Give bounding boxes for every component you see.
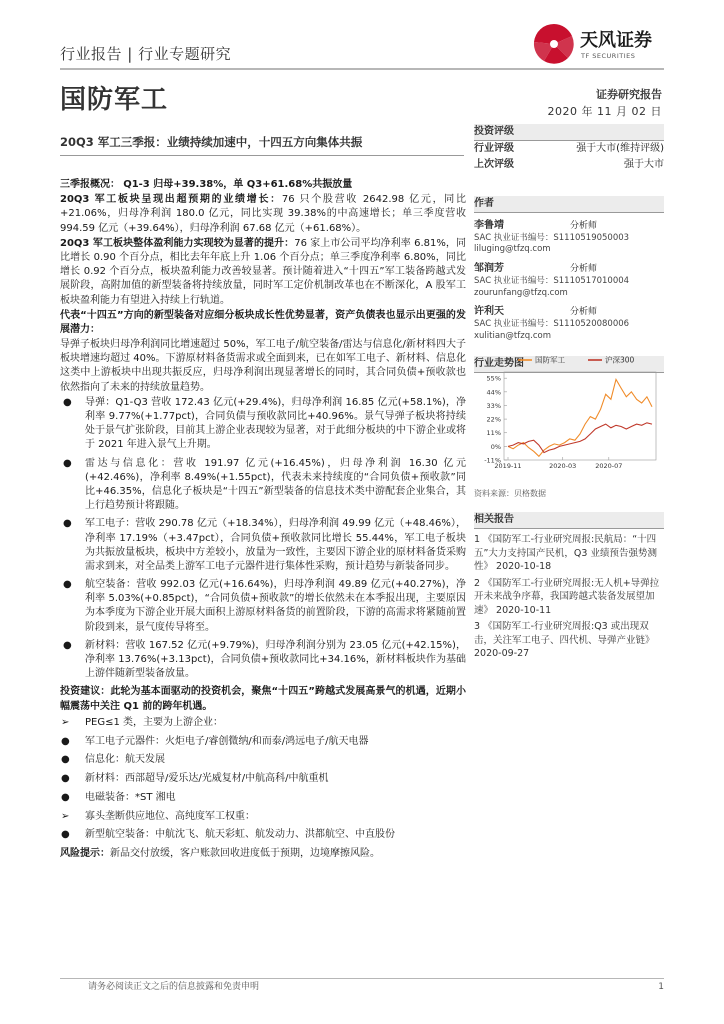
company-logo xyxy=(532,22,672,72)
y-tick-label: 11% xyxy=(486,429,501,438)
y-tick-label: 44% xyxy=(486,388,501,397)
pick-item: ● 新材料：西部超导/爱乐达/光威复材/中航高科/中航重机 xyxy=(60,772,466,786)
bullet-item: ● 新材料：营收 167.52 亿元(+9.79%)，归母净利润分别为 23.05 亿元(+42.15%)，净利率 13.76%(+3.13pct)，合同负债+预收款同比+34.16%，新材料板块作为基础上游伴随新型装备放量。 xyxy=(63,639,466,680)
y-tick-label: 33% xyxy=(486,401,501,410)
series-line xyxy=(508,379,652,456)
industry-name: 国防军工 xyxy=(60,85,169,115)
header-divider xyxy=(60,68,664,70)
bullet-item: ● 雷达与信息化：营收 191.97 亿元(+16.45%)，归母净利润 16.30 亿元(+42.46%)，净利率 8.49%(+1.55pct)，代表未来持续度的“合同负债+预收款”同比+46.35%，信息化子板块是“十四五”新型装备的信息技术类中游配套企业集合，其上行趋势预计将跟随。 xyxy=(63,457,466,512)
legend-label: 沪深300 xyxy=(605,355,635,365)
y-tick-label: -11% xyxy=(484,456,501,465)
x-tick-label: 2020-03 xyxy=(549,462,577,470)
logo-sub: TF SECURITIES xyxy=(581,52,636,60)
pick-item: ➢ PEG≤1 类，主要为上游企业： xyxy=(60,716,466,730)
risk-warning: 风险提示：新品交付放缓，客户账款回收进度低于预期，边境摩擦风险。 xyxy=(60,848,380,860)
paragraph-1: 20Q3 军工板块呈现出超预期的业绩增长：76 只个股营收 2642.98 亿元，同比+21.06%，归母净利润 180.0 亿元，同比实现 39.38%的中高速增长；单三季度营收 994.59 亿元（+39.64%），归母净利润 67.68 亿元（+61.68%）。 xyxy=(60,194,466,234)
logo-name: 天风证券 xyxy=(580,30,652,51)
y-tick-label: 22% xyxy=(486,415,501,424)
bullet-icon: ● xyxy=(63,639,72,651)
paragraph-3-heading: 代表“十四五”方向的新型装备对应细分板块成长性优势显著，资产负债表也显示出更强的发展潜力： xyxy=(60,309,466,335)
bullet-icon: ● xyxy=(61,791,70,803)
report-date: 2020 年 11 月 02 日 xyxy=(547,105,662,118)
main-content xyxy=(60,178,466,862)
chart-source: 资料来源：贝格数据 xyxy=(474,489,546,498)
industry-rating: 行业评级 强于大市(维持评级) xyxy=(474,143,664,155)
legend-label: 国防军工 xyxy=(535,355,565,365)
page-number: 1 xyxy=(658,982,664,992)
logo-mark-icon xyxy=(532,22,576,66)
sidebar xyxy=(474,124,664,373)
arrow-right-icon: ➢ xyxy=(61,716,70,728)
bullet-icon: ● xyxy=(63,518,72,530)
report-type: 证券研究报告 xyxy=(596,88,662,101)
related-reports xyxy=(474,512,664,664)
pick-item: ➢ 寡头垄断供应地位、高纯度军工权重： xyxy=(60,810,466,824)
related-report-link[interactable]: 1 《国防军工-行业研究周报:民航局：“十四五”大力支持国产民机，Q3 业绩预告强势测性》 2020-10-18 xyxy=(474,534,657,573)
related-report-link[interactable]: 3 《国防军工-行业研究周报:Q3 或出现双击，关注军工电子、四代机、导弹产业链》 2020-09-27 xyxy=(474,621,655,660)
bullet-item: ● 航空装备：营收 992.03 亿元(+16.64%)，归母净利润 49.89 亿元(+40.27%)，净利率 5.03%(+0.85pct)，“合同负债+预收款”的增长依然未在本季报出现，主要原因为本季度为下游企业开展大面积上游原材料备货的前置阶段，下游的高需求将紧随前置阶段到来，景气度传导将至。 xyxy=(63,579,466,633)
bullet-item: ● 导弹：Q1-Q3 营收 172.43 亿元(+29.4%)，归母净利润 16.85 亿元(+58.1%)，净利率 9.77%(+1.77pct)，合同负债与预收款同比+40.96%。景气导弹子板块将持续处于景气扩张阶段，目前其上游企业表现较为显著，对于此细分板块的中下游企业或将于 2021 年进入景气上升期。 xyxy=(63,396,466,451)
bullet-icon: ● xyxy=(63,579,72,591)
x-tick-label: 2020-07 xyxy=(595,462,623,470)
pick-item: ● 军工电子元器件：火炬电子/睿创微纳/和而泰/鸿远电子/航天电器 xyxy=(60,735,466,749)
industry-trend-chart xyxy=(474,348,664,478)
report-title: 20Q3 军工三季报：业绩持续加速中，十四五方向集体共振 xyxy=(60,135,363,149)
trend-chart-svg xyxy=(474,348,664,478)
bullet-icon: ● xyxy=(63,396,72,408)
bullet-icon: ● xyxy=(61,773,70,785)
related-report-link[interactable]: 2 《国防军工-行业研究周报:无人机+导弹拉开未来战争序幕，我国跨越式装备发展望加速》 2020-10-11 xyxy=(474,577,660,616)
pick-item: ● 新型航空装备：中航沈飞、航天彩虹、航发动力、洪都航空、中直股份 xyxy=(60,828,466,842)
segment-bullets xyxy=(60,396,466,682)
bullet-icon: ● xyxy=(61,754,70,766)
footer-disclaimer: 请务必阅读正文之后的信息披露和免责申明 xyxy=(88,982,260,992)
bullet-icon: ● xyxy=(63,457,72,469)
pick-item: ● 信息化：航天发展 xyxy=(60,753,466,767)
x-tick-label: 2019-11 xyxy=(494,462,522,470)
paragraph-2: 20Q3 军工板块整体盈利能力实现较为显著的提升：76 家上市公司平均净利率 6.81%，同比增长 0.90 个百分点，相比去年年底上升 1.06 个百分点；单三季度净利率 6.80%，同比增长 0.92 个百分点，板块盈利能力改善较显著。预计随着进入“十四五”军工装备跨越式发展阶段，高附加值的新型装备将持续放量，同时军工定价机制改革也在不断深化，A 股军工板块盈利能力有望进入持续上行轨道。 xyxy=(60,237,466,306)
author-card: 李鲁靖 分析师 SAC 执业证书编号：S1110519050003 liluging@tfzq.com xyxy=(474,219,664,256)
author-card: 许利天 分析师 SAC 执业证书编号：S1110520080006 xulitian@tfzq.com xyxy=(474,305,664,342)
report-category: 行业报告 | 行业专题研究 xyxy=(60,45,232,63)
last-rating: 上次评级 强于大市 xyxy=(474,159,664,171)
author-card: 邹润芳 分析师 SAC 执业证书编号：S1110517010004 zourunfang@tfzq.com xyxy=(474,262,664,299)
author-email[interactable]: liluging@tfzq.com xyxy=(474,244,551,255)
stock-picks xyxy=(60,716,466,843)
paragraph-4: 导弹子板块归母净利润同比增速超过 50%，军工电子/航空装备/雷达与信息化/新材料四大子板块增速均超过 40%。下游原材料备货需求或全面到来，已在如军工电子、新材料、信息化这类中上游板块中出现共振反应，归母净利润出现显著增长的同时，其合同负债+预收款也依然指向了未来的持续放量趋势。 xyxy=(60,339,466,393)
author-email[interactable]: zourunfang@tfzq.com xyxy=(474,287,568,298)
title-divider xyxy=(60,155,464,156)
pick-item: ● 电磁装备：*ST 湘电 xyxy=(60,791,466,805)
related-heading: 相关报告 xyxy=(474,512,664,529)
authors-heading: 作者 xyxy=(474,196,664,213)
author-email[interactable]: xulitian@tfzq.com xyxy=(474,330,551,341)
plot-frame xyxy=(504,372,656,460)
trend-heading: 行业走势图 xyxy=(474,356,664,373)
bullet-icon: ● xyxy=(61,829,70,841)
bullet-item: ● 军工电子：营收 290.78 亿元（+18.34%），归母净利润 49.99 亿元（+48.46%），净利率 17.19%（+3.47pct），合同负债+预收款同比增长 55.44%，军工电子板块为共振放量板块，板块中方差较小，放量为一致性，主要因下游企业的原材料备货采购需求到来，对全品类上游军工电子元器件进行集体性采购，预计趋势与新装备同步。 xyxy=(63,518,466,572)
footer-divider xyxy=(60,978,664,979)
arrow-right-icon: ➢ xyxy=(61,810,70,822)
y-tick-label: 0% xyxy=(490,442,501,451)
bullet-icon: ● xyxy=(61,735,70,747)
summary-heading: 三季报概况： Q1-3 归母+39.38%，单 Q3+61.68%共振放量 xyxy=(60,179,353,190)
rating-heading: 投资评级 xyxy=(474,124,664,141)
y-tick-label: 55% xyxy=(486,374,501,383)
investment-advice: 投资建议：此轮为基本面驱动的投资机会，聚焦“十四五”跨越式发展高景气的机遇，近期小幅震荡中关注 Q1 前的跨年机遇。 xyxy=(60,686,466,712)
